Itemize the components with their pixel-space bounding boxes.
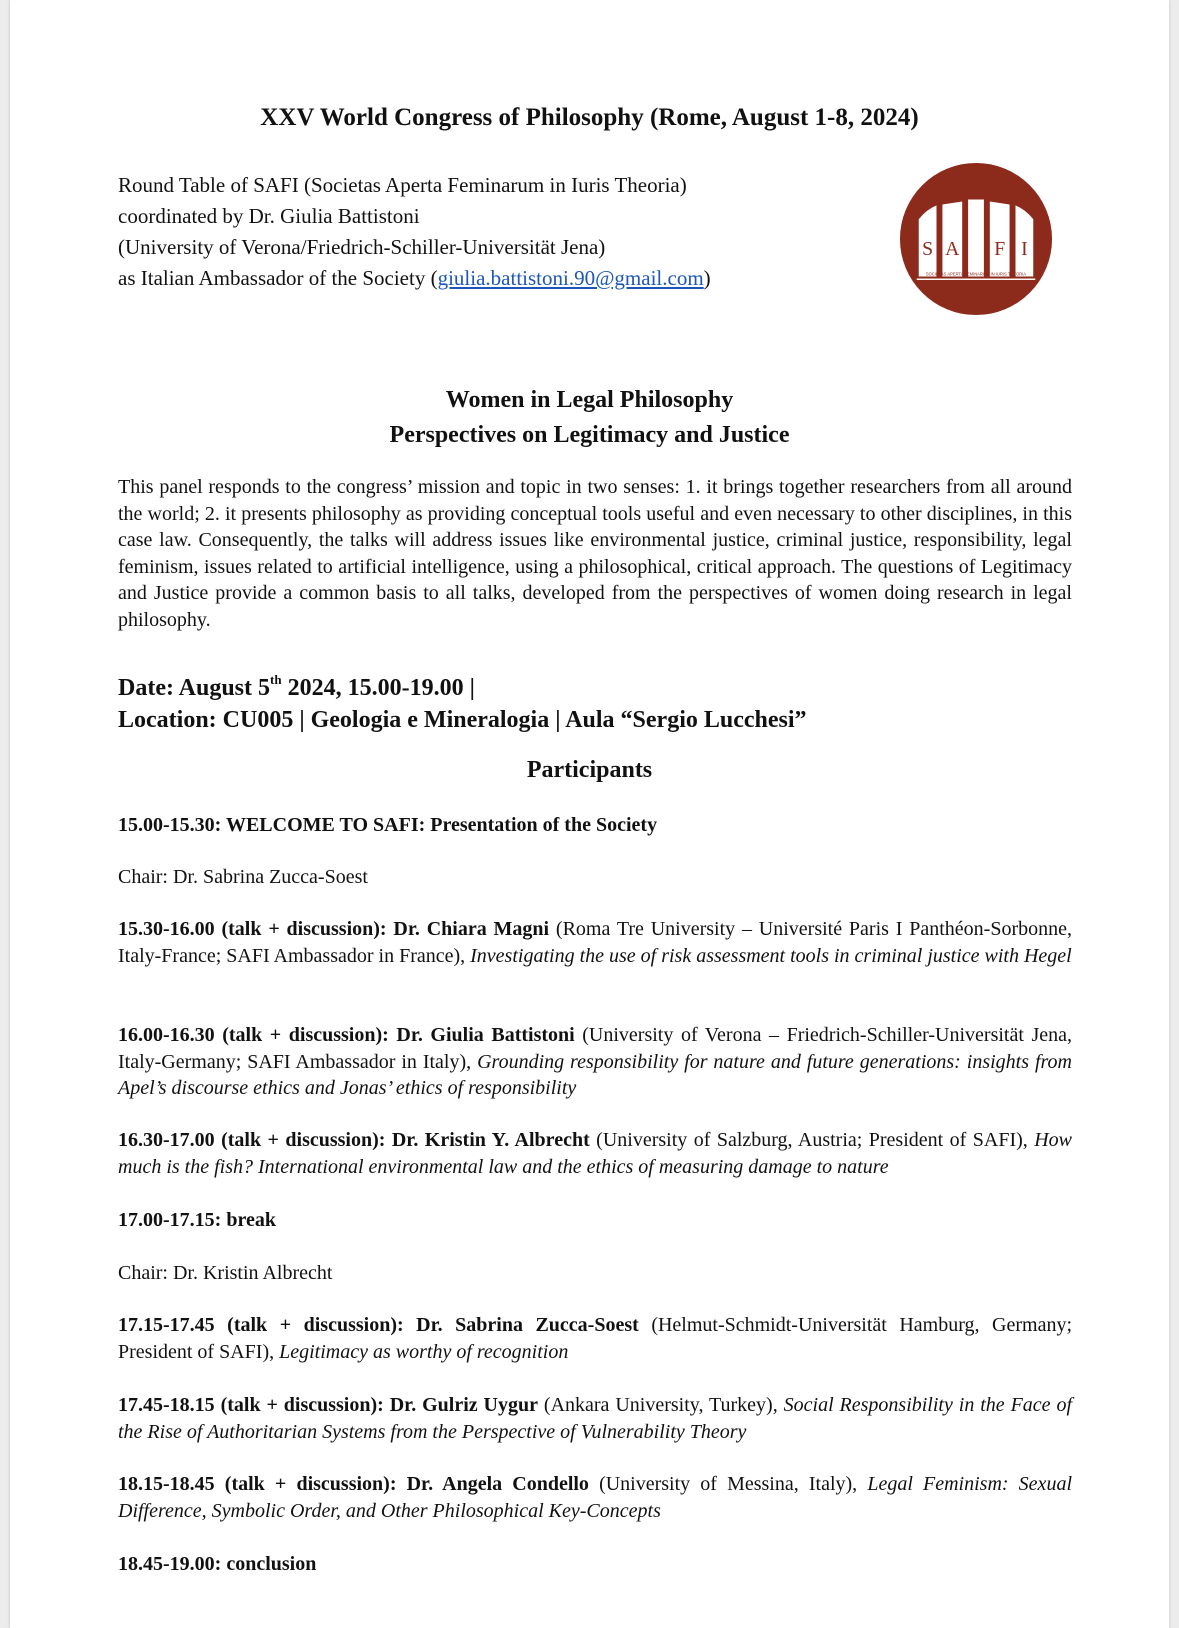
date-superscript: th (270, 672, 282, 687)
logo-letter: A (945, 237, 960, 260)
ambassador-suffix: ) (703, 266, 711, 290)
program-talk (118, 1127, 1072, 1180)
document-page (10, 0, 1169, 1628)
talk-lead: 17.45-18.15 (talk + discussion): Dr. Gulriz Uygur (118, 1394, 538, 1416)
program-chair: Chair: Dr. Sabrina Zucca-Soest (118, 866, 368, 888)
program-talk (118, 1471, 1072, 1524)
talk-title: Grounding responsibility for nature and future generations: insights from Apel’s discourse ethics and Jonas’ ethics of responsibility (118, 1050, 1072, 1099)
org-line: coordinated by Dr. Giulia Battistoni (118, 204, 420, 228)
date-location-block (118, 664, 1072, 736)
date-line (118, 664, 1072, 704)
talk-affiliation: (University of Messina, Italy), (588, 1473, 868, 1495)
talk-affiliation: (Ankara University, Turkey), (538, 1394, 784, 1416)
panel-title-line2: Perspectives on Legitimacy and Justice (389, 422, 790, 448)
conclusion-text: 18.45-19.00: conclusion (118, 1553, 317, 1575)
talk-title: Social Responsibility in the Face of the Rise of Authoritarian Systems from the Perspective of Vulnerability Theory (118, 1394, 1072, 1443)
talk-affiliation: (Roma Tre University – Université Paris I Panthéon-Sorbonne, Italy-France; SAFI Ambassador in France), (118, 918, 1072, 967)
program-welcome (118, 812, 1072, 839)
welcome-text: 15.00-15.30: WELCOME TO SAFI: Presentation of the Society (118, 814, 658, 836)
program-talk (118, 1312, 1072, 1365)
logo-letter: F (994, 237, 1006, 260)
panel-title (10, 383, 1169, 453)
talk-affiliation: (University of Verona – Friedrich-Schiller-Universität Jena, Italy-Germany; SAFI Ambassador in Italy), (118, 1024, 1073, 1073)
talk-title: Investigating the use of risk assessment tools in criminal justice with Hegel (470, 944, 1072, 967)
location-line: Location: CU005 | Geologia e Mineralogia | Aula “Sergio Lucchesi” (118, 707, 807, 733)
program-break (118, 1207, 1072, 1234)
program-conclusion (118, 1551, 1072, 1578)
talk-lead: 18.15-18.45 (talk + discussion): Dr. Angela Condello (118, 1473, 589, 1495)
program-talk (118, 1022, 1072, 1102)
logo-letter: S (922, 237, 934, 260)
talk-affiliation: (University of Salzburg, Austria; President of SAFI), (589, 1129, 1035, 1151)
talk-title: How much is the fish? International environmental law and the ethics of measuring damage to nature (118, 1129, 1073, 1178)
safi-logo (897, 160, 1055, 318)
date-suffix: 2024, 15.00-19.00 | (281, 675, 475, 701)
talk-title: Legal Feminism: Sexual Difference, Symbolic Order, and Other Philosophical Key-Concepts (118, 1473, 1072, 1522)
logo-letter: I (1021, 237, 1028, 260)
talk-lead: 16.30-17.00 (talk + discussion): Dr. Kristin Y. Albrecht (118, 1129, 590, 1151)
panel-abstract: This panel responds to the congress’ mission and topic in two senses: 1. it brings together researchers from all around the world; 2. it presents philosophy as providing conceptual tools useful and even necessary to other disciplines, in this case law. Consequently, the talks will address issues like environmental justice, criminal justice, responsibility, legal feminism, issues related to artificial intelligence, using a philosophical, critical approach. The questions of Legitimacy and Justice provide a common basis to all talks, developed from the perspectives of women doing research in legal philosophy. (118, 476, 1072, 631)
break-text: 17.00-17.15: break (118, 1209, 276, 1231)
talk-title: Legitimacy as worthy of recognition (279, 1340, 569, 1363)
panel-title-line1: Women in Legal Philosophy (445, 387, 734, 413)
talk-lead: 15.30-16.00 (talk + discussion): Dr. Chiara Magni (118, 918, 550, 940)
logo-ring-text: SOCIETAS APERTA FEMINARUM IN IURIS THEORIA (925, 271, 1027, 277)
talk-lead: 17.15-17.45 (talk + discussion): Dr. Sabrina Zucca-Soest (118, 1314, 639, 1336)
program-talk (118, 1392, 1072, 1445)
ambassador-prefix: as Italian Ambassador of the Society ( (118, 266, 438, 290)
program-talk (118, 916, 1072, 969)
talk-affiliation: (Helmut-Schmidt-Universität Hamburg, Germany; President of SAFI), (118, 1314, 1072, 1363)
date-prefix: Date: August 5 (118, 675, 271, 701)
talk-lead: 16.00-16.30 (talk + discussion): Dr. Giulia Battistoni (118, 1024, 575, 1046)
congress-title: XXV World Congress of Philosophy (Rome, August 1-8, 2024) (260, 104, 919, 131)
org-line: (University of Verona/Friedrich-Schiller-Universität Jena) (118, 235, 606, 259)
participants-heading: Participants (526, 757, 653, 783)
org-line: Round Table of SAFI (Societas Aperta Feminarum in Iuris Theoria) (118, 173, 687, 197)
email-link[interactable]: giulia.battistoni.90@gmail.com (437, 266, 704, 290)
program-chair: Chair: Dr. Kristin Albrecht (118, 1262, 333, 1284)
